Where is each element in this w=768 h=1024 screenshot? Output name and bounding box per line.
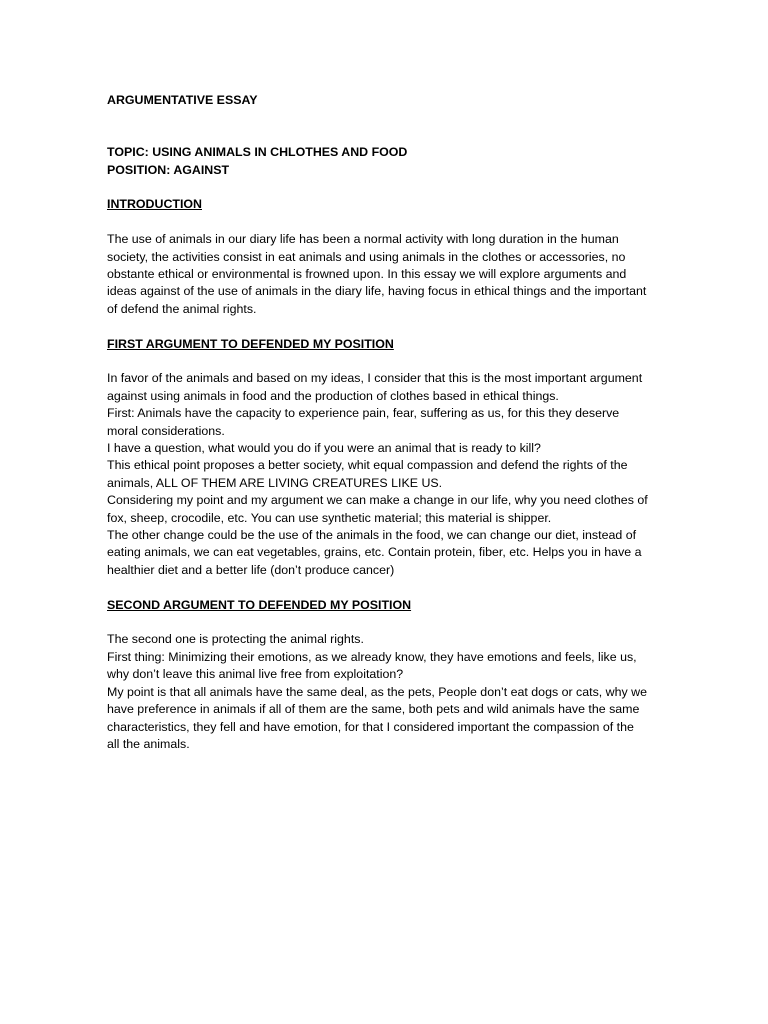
spacer [107, 109, 667, 126]
section-heading-second-argument: SECOND ARGUMENT TO DEFENDED MY POSITION [107, 597, 412, 612]
paragraph-line: My point is that all animals have the same deal, as the pets, People don’t eat dogs or cats, why we [107, 684, 647, 699]
paragraph-line: In favor of the animals and based on my ideas, I consider that this is the most important argument [107, 371, 643, 386]
paragraph-line: all the animals. [107, 736, 190, 751]
document-title: ARGUMENTATIVE ESSAY [107, 93, 258, 107]
paragraph-second-argument [107, 631, 667, 753]
spacer [107, 127, 667, 144]
paragraph-line: why don’t leave this animal live free from exploitation? [107, 667, 404, 682]
paragraph-line: animals, ALL OF THEM ARE LIVING CREATURES LIKE US. [107, 475, 443, 490]
spacer [107, 353, 667, 370]
paragraph-line: fox, sheep, crocodile, etc. You can use synthetic material; this material is shipper. [107, 510, 552, 525]
spacer [107, 318, 667, 335]
paragraph-line: Considering my point and my argument we can make a change in our life, why you need clothes of [107, 493, 648, 508]
paragraph-line: First: Animals have the capacity to experience pain, fear, suffering as us, for this they deserve [107, 406, 620, 421]
paragraph-line: The use of animals in our diary life has been a normal activity with long duration in the human [107, 232, 619, 247]
paragraph-line: First thing: Minimizing their emotions, as we already know, they have emotions and feels, like us, [107, 649, 637, 664]
paragraph-line: The other change could be the use of the animals in the food, we can change our diet, instead of [107, 528, 637, 543]
paragraph-line: I have a question, what would you do if you were an animal that is ready to kill? [107, 441, 541, 456]
section-heading-introduction: INTRODUCTION [107, 197, 202, 212]
paragraph-line: eating animals, we can eat vegetables, grains, etc. Contain protein, fiber, etc. Helps you in have a [107, 545, 642, 560]
spacer [107, 579, 667, 596]
paragraph-line: society, the activities consist in eat animals and using animals in the clothes or accessories, no [107, 249, 626, 264]
paragraph-line: obstante ethical or environmental is frowned upon. In this essay we will explore arguments and [107, 267, 627, 281]
document-page [107, 92, 667, 753]
section-heading-first-argument: FIRST ARGUMENT TO DEFENDED MY POSITION [107, 336, 394, 351]
paragraph-line: of defend the animal rights. [107, 301, 257, 316]
paragraph-line: moral considerations. [107, 423, 225, 438]
spacer [107, 179, 667, 196]
paragraph-line: characteristics, they fell and have emotion, for that I considered important the compassion of the [107, 719, 634, 734]
paragraph-introduction [107, 231, 667, 318]
position-line: POSITION: AGAINST [107, 162, 230, 177]
paragraph-first-argument [107, 370, 667, 579]
paragraph-line: This ethical point proposes a better society, whit equal compassion and defend the rights of the [107, 458, 628, 473]
spacer [107, 214, 667, 231]
paragraph-line: healthier diet and a better life (don’t produce cancer) [107, 562, 395, 577]
spacer [107, 614, 667, 631]
paragraph-line: ideas against of the use of animals in the diary life, having focus in ethical things and the important [107, 284, 647, 299]
paragraph-line: The second one is protecting the animal rights. [107, 632, 364, 647]
topic-line: TOPIC: USING ANIMALS IN CHLOTHES AND FOOD [107, 145, 408, 160]
paragraph-line: have preference in animals if all of them are the same, both pets and wild animals have the same [107, 702, 640, 717]
paragraph-line: against using animals in food and the production of clothes based in ethical things. [107, 388, 559, 403]
